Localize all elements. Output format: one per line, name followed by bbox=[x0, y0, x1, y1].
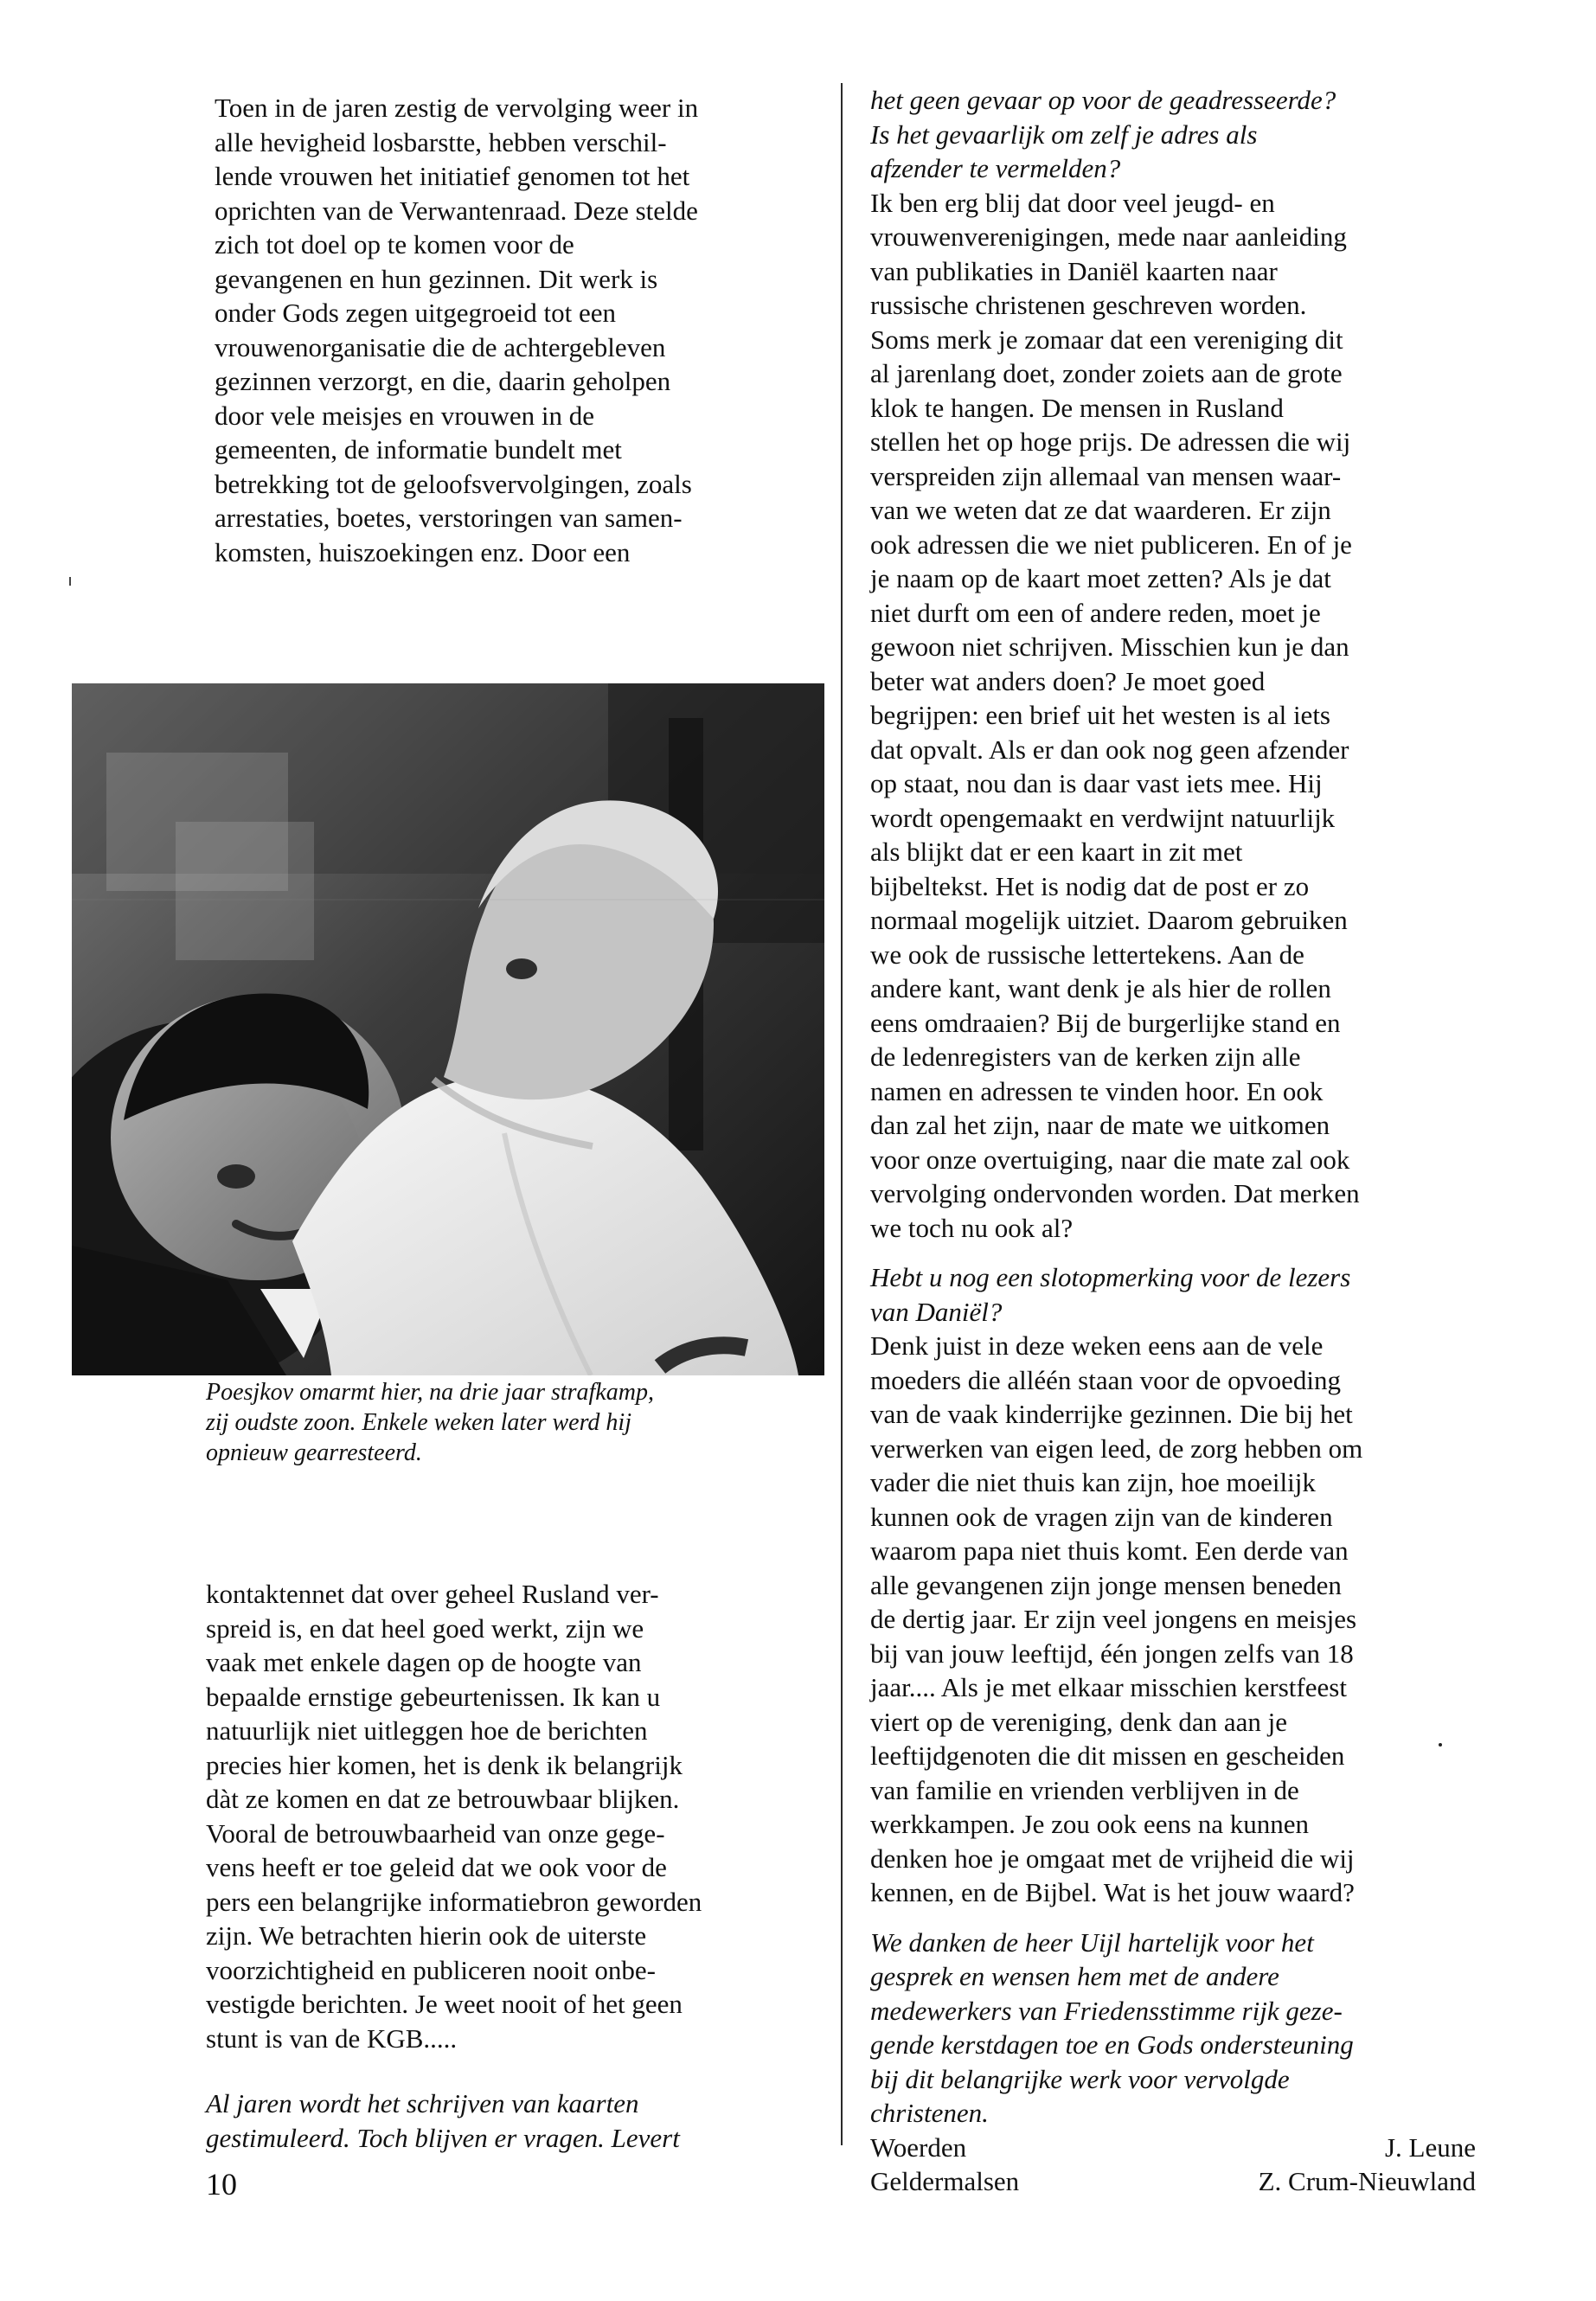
body-line: stunt is van de KGB..... bbox=[206, 2022, 458, 2054]
body-line: waarom papa niet thuis komt. Een derde van bbox=[870, 1535, 1349, 1566]
body-line: gezinnen verzorgt, en die, daarin geholpen bbox=[215, 366, 671, 396]
body-line: gevangenen en hun gezinnen. Dit werk is bbox=[215, 263, 658, 294]
body-line: zijn. We betrachten hierin ook de uiterste bbox=[206, 1920, 647, 1951]
body-line: we ook de russische lettertekens. Aan de bbox=[870, 939, 1304, 970]
paragraph-gap bbox=[870, 1910, 1484, 1926]
punctuation-mark bbox=[1439, 1743, 1442, 1747]
body-line: dan zal het zijn, naar de mate we uitkomen bbox=[870, 1110, 1330, 1140]
closing-line: christenen. bbox=[870, 2098, 989, 2128]
left-column-top bbox=[215, 91, 820, 569]
body-line: jaar.... Als je met elkaar misschien kerstfeest bbox=[870, 1672, 1347, 1702]
body-line: je naam op de kaart moet zetten? Als je dat bbox=[870, 563, 1331, 593]
caption-line: opnieuw gearresteerd. bbox=[206, 1439, 422, 1466]
body-line: werkkampen. Je zou ook eens na kunnen bbox=[870, 1809, 1310, 1839]
body-line: onder Gods zegen uitgegroeid tot een bbox=[215, 298, 616, 328]
signature-name: J. Leune bbox=[1384, 2131, 1476, 2163]
body-line: Ik ben erg blij dat door veel jeugd- en bbox=[870, 187, 1275, 218]
question-line: Is het gevaarlijk om zelf je adres als bbox=[870, 119, 1258, 150]
signature-row bbox=[870, 2131, 1476, 2165]
closing-line: medewerkers van Friedensstimme rijk geze- bbox=[870, 1995, 1343, 2026]
body-line: bepaalde ernstige gebeurtenissen. Ik kan u bbox=[206, 1681, 661, 1712]
body-line: namen en adressen te vinden hoor. En ook bbox=[870, 1075, 1324, 1106]
body-line: moeders die alléén staan voor de opvoeding bbox=[870, 1364, 1342, 1395]
caption-line: zij oudste zoon. Enkele weken later werd hij bbox=[206, 1409, 631, 1436]
stray-mark bbox=[69, 577, 71, 586]
body-line: kontaktennet dat over geheel Rusland ver- bbox=[206, 1579, 659, 1609]
page-number: 10 bbox=[206, 2167, 237, 2202]
closing-line: bij dit belangrijke werk voor vervolgde bbox=[870, 2063, 1290, 2094]
body-line: lende vrouwen het initiatief genomen tot het bbox=[215, 161, 690, 191]
body-line: leeftijdgenoten die dit missen en gescheiden bbox=[870, 1740, 1345, 1771]
body-line: door vele meisjes en vrouwen in de bbox=[215, 400, 595, 431]
signature-place: Woerden bbox=[870, 2131, 967, 2163]
body-line: als blijkt dat er een kaart in zit met bbox=[870, 836, 1243, 867]
body-line: vestigde berichten. Je weet nooit of het geen bbox=[206, 1989, 683, 2019]
body-line: russische christenen geschreven worden. bbox=[870, 290, 1307, 320]
closing-line: gende kerstdagen toe en Gods ondersteuning bbox=[870, 2029, 1354, 2060]
body-line: dàt ze komen en dat ze betrouwbaar blijken. bbox=[206, 1784, 680, 1814]
closing-line: We danken de heer Uijl hartelijk voor het bbox=[870, 1926, 1314, 1958]
body-line: oprichten van de Verwantenraad. Deze stelde bbox=[215, 195, 698, 226]
body-line: normaal mogelijk uitziet. Daarom gebruiken bbox=[870, 905, 1348, 935]
question-line: afzender te vermelden? bbox=[870, 153, 1121, 183]
body-line: kennen, en de Bijbel. Wat is het jouw waard? bbox=[870, 1877, 1355, 1907]
body-line: zich tot doel op te komen voor de bbox=[215, 229, 574, 260]
body-line: kunnen ook de vragen zijn van de kinderen bbox=[870, 1501, 1333, 1532]
body-line: begrijpen: een brief uit het westen is al iets bbox=[870, 700, 1330, 730]
body-line: verwerken van eigen leed, de zorg hebben om bbox=[870, 1433, 1363, 1464]
body-line: gewoon niet schrijven. Misschien kun je dan bbox=[870, 631, 1349, 662]
body-line: van familie en vrienden verblijven in de bbox=[870, 1774, 1299, 1805]
body-line: ook adressen die we niet publiceren. En of je bbox=[870, 529, 1352, 560]
body-line: we toch nu ook al? bbox=[870, 1212, 1074, 1243]
column-divider bbox=[841, 83, 843, 2145]
body-line: van we weten dat ze dat waarderen. Er zijn bbox=[870, 495, 1331, 525]
body-line: voorzichtigheid en publiceren nooit onbe- bbox=[206, 1954, 656, 1985]
body-line: komsten, huiszoekingen enz. Door een bbox=[215, 536, 631, 567]
body-line: van de vaak kinderrijke gezinnen. Die bij het bbox=[870, 1399, 1353, 1429]
paragraph-gap bbox=[206, 2055, 820, 2071]
body-line: wordt opengemaakt en verdwijnt natuurlijk bbox=[870, 802, 1336, 833]
question-line: gestimuleerd. Toch blijven er vragen. Levert bbox=[206, 2122, 680, 2153]
photo-caption bbox=[206, 1377, 811, 1468]
body-line: vaak met enkele dagen op de hoogte van bbox=[206, 1647, 642, 1677]
body-line: denken hoe je omgaat met de vrijheid die wij bbox=[870, 1843, 1355, 1874]
question-line: Hebt u nog een slotopmerking voor de lezers bbox=[870, 1262, 1351, 1292]
body-line: de dertig jaar. Er zijn veel jongens en meisjes bbox=[870, 1604, 1357, 1634]
signature-name: Z. Crum-Nieuwland bbox=[1258, 2166, 1476, 2196]
body-line: niet durft om een of andere reden, moet je bbox=[870, 597, 1321, 628]
body-line: arrestaties, boetes, verstoringen van samen- bbox=[215, 503, 683, 533]
body-line: vervolging ondervonden worden. Dat merken bbox=[870, 1178, 1360, 1208]
body-line: andere kant, want denk je als hier de rollen bbox=[870, 973, 1331, 1003]
body-line: Vooral de betrouwbaarheid van onze gege- bbox=[206, 1817, 665, 1849]
question-line: van Daniël? bbox=[870, 1296, 1003, 1327]
photograph-icon bbox=[72, 683, 824, 1375]
signature-row bbox=[870, 2164, 1476, 2199]
body-line: natuurlijk niet uitleggen hoe de berichten bbox=[206, 1715, 648, 1746]
body-line: beter wat anders doen? Je moet goed bbox=[870, 665, 1266, 696]
body-line: al jarenlang doet, zonder zoiets aan de grote bbox=[870, 358, 1343, 388]
body-line: de ledenregisters van de kerken zijn alle bbox=[870, 1042, 1301, 1072]
body-line: van publikaties in Daniël kaarten naar bbox=[870, 255, 1278, 286]
signature-place: Geldermalsen bbox=[870, 2166, 1020, 2196]
body-line: precies hier komen, het is denk ik belangrijk bbox=[206, 1749, 683, 1780]
body-line: voor onze overtuiging, naar die mate zal ook bbox=[870, 1144, 1350, 1175]
body-line: bij van jouw leeftijd, één jongen zelfs van 18 bbox=[870, 1638, 1354, 1669]
caption-line: Poesjkov omarmt hier, na drie jaar strafkamp, bbox=[206, 1379, 654, 1406]
body-line: dat opvalt. Als er dan ook nog geen afzender bbox=[870, 734, 1349, 765]
body-line: vader die niet thuis kan zijn, hoe moeilijk bbox=[870, 1467, 1316, 1497]
right-column bbox=[870, 83, 1484, 2199]
body-line: Soms merk je zomaar dat een vereniging dit bbox=[870, 324, 1343, 355]
body-line: Denk juist in deze weken eens aan de vele bbox=[870, 1330, 1324, 1361]
body-line: eens omdraaien? Bij de burgerlijke stand en bbox=[870, 1007, 1341, 1038]
body-line: verspreiden zijn allemaal van mensen waar- bbox=[870, 460, 1342, 491]
body-line: betrekking tot de geloofsvervolgingen, zoals bbox=[215, 468, 692, 499]
question-line: het geen gevaar op voor de geadresseerde? bbox=[870, 85, 1336, 115]
closing-line: gesprek en wensen hem met de andere bbox=[870, 1961, 1279, 1991]
body-line: alle hevigheid losbarstte, hebben verschil- bbox=[215, 126, 667, 157]
paragraph-gap bbox=[870, 1245, 1484, 1260]
body-line: viert op de vereniging, denk dan aan je bbox=[870, 1706, 1288, 1737]
body-line: op staat, nou dan is daar vast iets mee. Hij bbox=[870, 768, 1323, 798]
body-line: vrouwenverenigingen, mede naar aanleiding bbox=[870, 221, 1347, 252]
question-line: Al jaren wordt het schrijven van kaarten bbox=[206, 2088, 639, 2118]
body-line: vrouwenorganisatie die de achtergebleven bbox=[215, 331, 666, 362]
body-line: bijbeltekst. Het is nodig dat de post er zo bbox=[870, 870, 1310, 901]
body-line: Toen in de jaren zestig de vervolging weer in bbox=[215, 93, 699, 123]
paragraph-gap bbox=[206, 2071, 820, 2086]
photo-figure bbox=[72, 683, 824, 1375]
body-line: pers een belangrijke informatiebron geworden bbox=[206, 1886, 702, 1917]
body-line: stellen het op hoge prijs. De adressen die wij bbox=[870, 426, 1351, 457]
left-column-bottom bbox=[206, 1577, 820, 2155]
body-line: vens heeft er toe geleid dat we ook voor de bbox=[206, 1852, 667, 1882]
body-line: gemeenten, de informatie bundelt met bbox=[215, 434, 622, 465]
body-line: spreid is, en dat heel goed werkt, zijn we bbox=[206, 1612, 644, 1644]
body-line: klok te hangen. De mensen in Rusland bbox=[870, 392, 1284, 423]
body-line: alle gevangenen zijn jonge mensen beneden bbox=[870, 1569, 1342, 1600]
